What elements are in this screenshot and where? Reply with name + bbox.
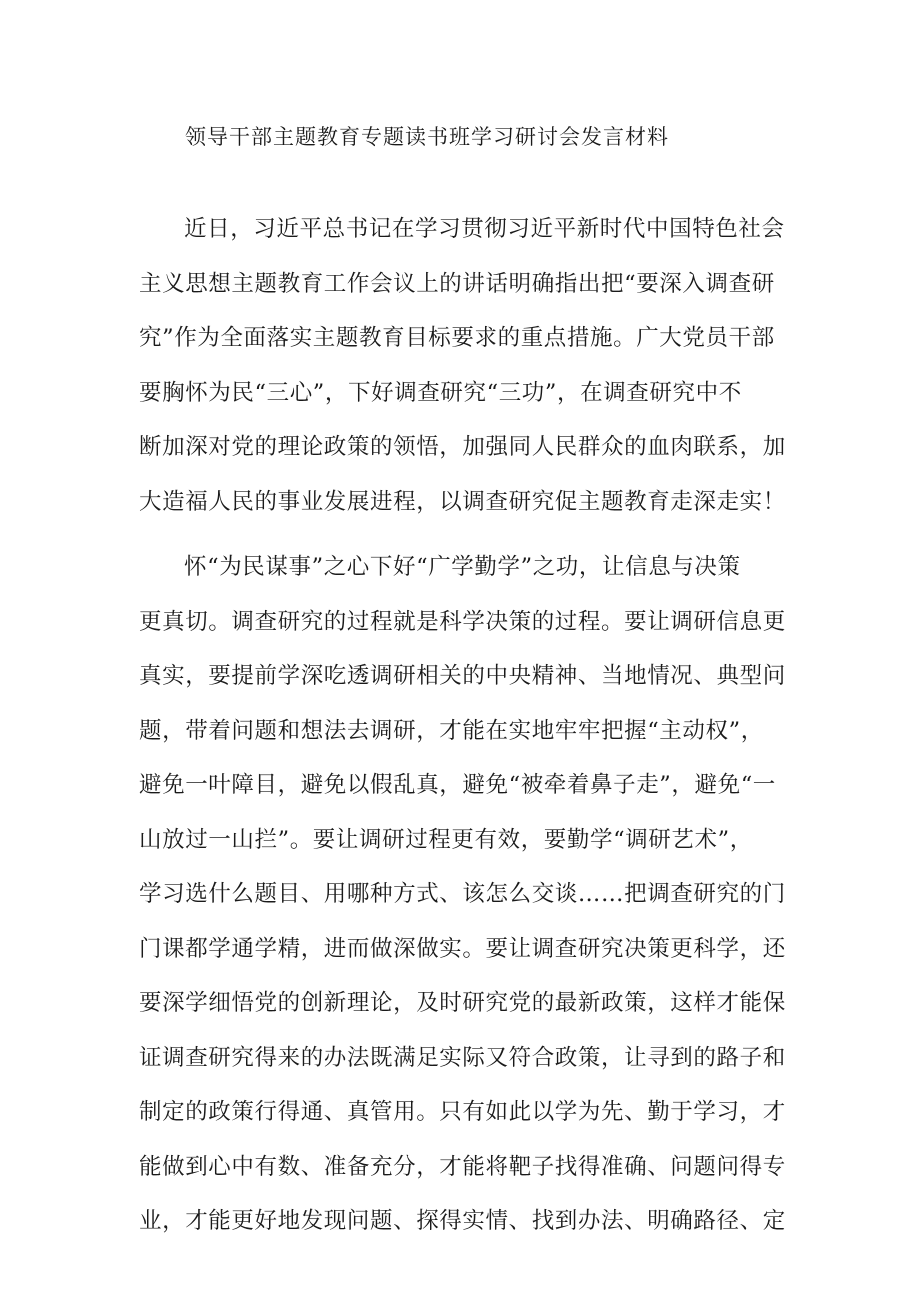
document-title: 领导干部主题教育专题读书班学习研讨会发言材料 [185, 125, 669, 149]
paragraph-2 [139, 540, 786, 1249]
text-line: 近日，习近平总书记在学习贯彻习近平新时代中国特色社会 [184, 216, 785, 242]
text-line: 更真切。调查研究的过程就是科学决策的过程。要让调研信息更 [139, 608, 786, 635]
text-line: 能做到心中有数、准备充分，才能将靶子找得准确、问题问得专 [139, 1153, 786, 1180]
text-line: 断加深对党的理论政策的领悟，加强同人民群众的血肉联系，加 [139, 434, 786, 460]
text-line: 真实，要提前学深吃透调研相关的中央精神、当地情况、典型问 [139, 663, 786, 689]
text-line: 大造福人民的事业发展进程，以调查研究促主题教育走深走实！ [139, 488, 786, 515]
text-line: 要深学细悟党的创新理论，及时研究党的最新政策，这样才能保 [139, 990, 786, 1016]
paragraph-1 [139, 202, 786, 529]
text-line: 怀“为民谋事”之心下好“广学勤学”之功，让信息与决策 [184, 554, 741, 580]
text-line: 题，带着问题和想法去调研，才能在实地牢牢把握“主动权”， [139, 717, 764, 744]
text-line: 证调查研究得来的办法既满足实际又符合政策，让寻到的路子和 [139, 1044, 786, 1071]
text-line: 要胸怀为民“三心”，下好调查研究“三功”，在调查研究中不 [139, 379, 742, 406]
text-line: 究”作为全面落实主题教育目标要求的重点措施。广大党员干部 [139, 325, 775, 351]
text-line: 门课都学通学精，进而做深做实。要让调查研究决策更科学，还 [139, 935, 786, 962]
text-line: 山放过一山拦”。要让调研过程更有效，要勤学“调研艺术”， [139, 826, 753, 853]
text-line: 业，才能更好地发现问题、探得实情、找到办法、明确路径、定 [139, 1208, 786, 1234]
text-line: 制定的政策行得通、真管用。只有如此以学为先、勤于学习，才 [139, 1099, 786, 1125]
text-line: 主义思想主题教育工作会议上的讲话明确指出把“要深入调查研 [139, 270, 775, 297]
text-line: 学习选什么题目、用哪种方式、该怎么交谈……把调查研究的门 [139, 881, 786, 907]
text-line: 避免一叶障目，避免以假乱真，避免“被牵着鼻子走”，避免“一 [139, 772, 776, 798]
